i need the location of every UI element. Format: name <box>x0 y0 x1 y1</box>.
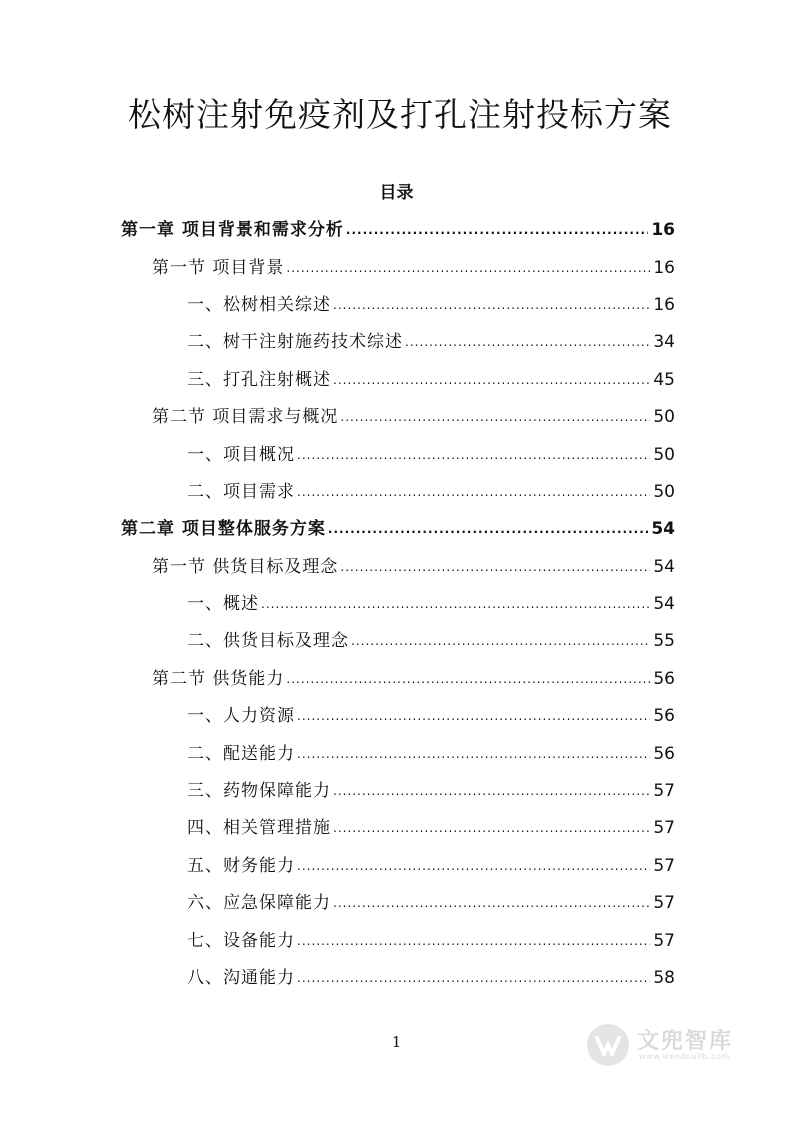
toc-entry-line <box>187 966 675 991</box>
toc-entry-page: 16 <box>653 294 675 315</box>
toc-entry-line <box>187 704 675 729</box>
toc-entry-line <box>187 629 675 654</box>
toc-entry[interactable] <box>0 212 793 249</box>
toc-entry-line <box>152 405 675 430</box>
toc-entry-label: 一、松树相关综述 <box>187 294 331 315</box>
toc-entry-page: 57 <box>653 818 675 839</box>
toc-dot-leader <box>340 405 650 429</box>
toc-dot-leader <box>333 891 650 915</box>
toc-entry-page: 57 <box>653 930 675 951</box>
toc-entry-label: 一、项目概况 <box>187 444 295 465</box>
toc-entry-label: 第一节 供货目标及理念 <box>152 556 339 577</box>
toc-entry-label: 第二节 项目需求与概况 <box>152 407 339 428</box>
toc-entry-label: 第二节 供货能力 <box>152 668 285 689</box>
toc-entry[interactable] <box>0 586 793 623</box>
toc-entry[interactable] <box>0 549 793 586</box>
page-number: 1 <box>391 1033 402 1051</box>
toc-entry-page: 57 <box>653 893 675 914</box>
toc-dot-leader <box>333 368 650 392</box>
toc-entry-page: 50 <box>653 444 675 465</box>
toc-dot-leader <box>297 742 650 766</box>
toc-entry[interactable] <box>0 661 793 698</box>
toc-entry-page: 34 <box>653 332 675 353</box>
toc-dot-leader <box>286 667 650 691</box>
toc-entry-label: 五、财务能力 <box>187 855 295 876</box>
toc-entry-line <box>187 891 675 916</box>
toc-dot-leader <box>333 779 650 803</box>
toc-entry-page: 54 <box>653 594 675 615</box>
toc-entry-line <box>187 330 675 355</box>
toc-entry-line <box>187 592 675 617</box>
toc-entry-label: 二、项目需求 <box>187 481 295 502</box>
toc-entry-line <box>187 480 675 505</box>
toc-dot-leader <box>286 256 650 280</box>
watermark-url: www.wendoulib.com <box>639 1052 730 1061</box>
toc-dot-leader <box>351 629 650 653</box>
toc-entry-line <box>152 256 675 281</box>
table-of-contents <box>0 212 793 997</box>
toc-entry-line <box>152 667 675 692</box>
toc-entry[interactable] <box>0 922 793 959</box>
toc-entry-label: 二、树干注射施药技术综述 <box>187 332 403 353</box>
toc-entry-label: 七、设备能力 <box>187 930 295 951</box>
wendou-logo-icon <box>585 1022 631 1068</box>
toc-entry-line <box>187 929 675 954</box>
toc-dot-leader <box>333 293 650 317</box>
toc-entry[interactable] <box>0 810 793 847</box>
toc-dot-leader <box>297 443 650 467</box>
toc-entry[interactable] <box>0 848 793 885</box>
toc-dot-leader <box>297 704 650 728</box>
toc-entry-label: 三、药物保障能力 <box>187 781 331 802</box>
toc-entry[interactable] <box>0 324 793 361</box>
toc-dot-leader <box>405 330 650 354</box>
toc-dot-leader <box>340 555 650 579</box>
toc-entry[interactable] <box>0 362 793 399</box>
toc-entry-page: 56 <box>653 743 675 764</box>
toc-entry-line <box>187 443 675 468</box>
toc-dot-leader <box>297 966 650 990</box>
toc-entry-page: 54 <box>651 519 675 540</box>
toc-entry-line <box>187 779 675 804</box>
toc-entry[interactable] <box>0 249 793 286</box>
toc-entry-page: 58 <box>653 968 675 988</box>
toc-dot-leader <box>346 218 648 242</box>
document-title: 松树注射免疫剂及打孔注射投标方案 <box>128 95 672 134</box>
toc-entry-label: 第二章 项目整体服务方案 <box>121 519 326 540</box>
toc-entry-label: 二、配送能力 <box>187 743 295 764</box>
toc-entry-label: 六、应急保障能力 <box>187 893 331 914</box>
toc-entry-page: 50 <box>653 481 675 502</box>
toc-entry-label: 第一节 项目背景 <box>152 257 285 278</box>
toc-entry[interactable] <box>0 773 793 810</box>
toc-entry-page: 57 <box>653 781 675 802</box>
toc-dot-leader <box>297 929 650 953</box>
toc-dot-leader <box>328 517 648 541</box>
toc-entry-line <box>187 293 675 318</box>
toc-entry-line <box>187 742 675 767</box>
toc-entry-label: 第一章 项目背景和需求分析 <box>121 220 344 241</box>
toc-entry[interactable] <box>0 287 793 324</box>
toc-entry[interactable] <box>0 735 793 772</box>
toc-entry[interactable] <box>0 885 793 922</box>
toc-entry[interactable] <box>0 399 793 436</box>
toc-entry-page: 16 <box>653 257 675 278</box>
toc-dot-leader <box>297 854 650 878</box>
toc-entry-page: 50 <box>653 407 675 428</box>
toc-dot-leader <box>297 480 650 504</box>
toc-entry-label: 一、概述 <box>187 594 259 615</box>
toc-entry-line <box>187 816 675 841</box>
toc-heading: 目录 <box>379 183 414 203</box>
toc-entry-page: 54 <box>653 556 675 577</box>
toc-entry-label: 一、人力资源 <box>187 706 295 727</box>
toc-entry[interactable] <box>0 698 793 735</box>
watermark-brand: 文兜智库 <box>637 1029 734 1054</box>
toc-entry-page: 55 <box>653 631 675 652</box>
toc-entry-label: 八、沟通能力 <box>187 968 295 988</box>
toc-dot-leader <box>261 592 650 616</box>
toc-entry[interactable] <box>0 511 793 548</box>
toc-entry-label: 三、打孔注射概述 <box>187 369 331 390</box>
toc-entry[interactable] <box>0 623 793 660</box>
toc-entry-page: 56 <box>653 706 675 727</box>
toc-entry[interactable] <box>0 960 793 997</box>
watermark <box>585 1018 775 1074</box>
toc-entry-line <box>121 218 675 243</box>
toc-entry-page: 56 <box>653 668 675 689</box>
toc-entry[interactable] <box>0 474 793 511</box>
toc-dot-leader <box>333 816 650 840</box>
toc-entry-line <box>187 368 675 393</box>
toc-entry-line <box>152 555 675 580</box>
toc-entry-label: 四、相关管理措施 <box>187 818 331 839</box>
toc-entry[interactable] <box>0 436 793 473</box>
toc-entry-label: 二、供货目标及理念 <box>187 631 349 652</box>
toc-entry-page: 16 <box>651 220 675 241</box>
toc-entry-page: 57 <box>653 855 675 876</box>
toc-entry-line <box>121 517 675 542</box>
toc-entry-page: 45 <box>653 369 675 390</box>
toc-entry-line <box>187 854 675 879</box>
